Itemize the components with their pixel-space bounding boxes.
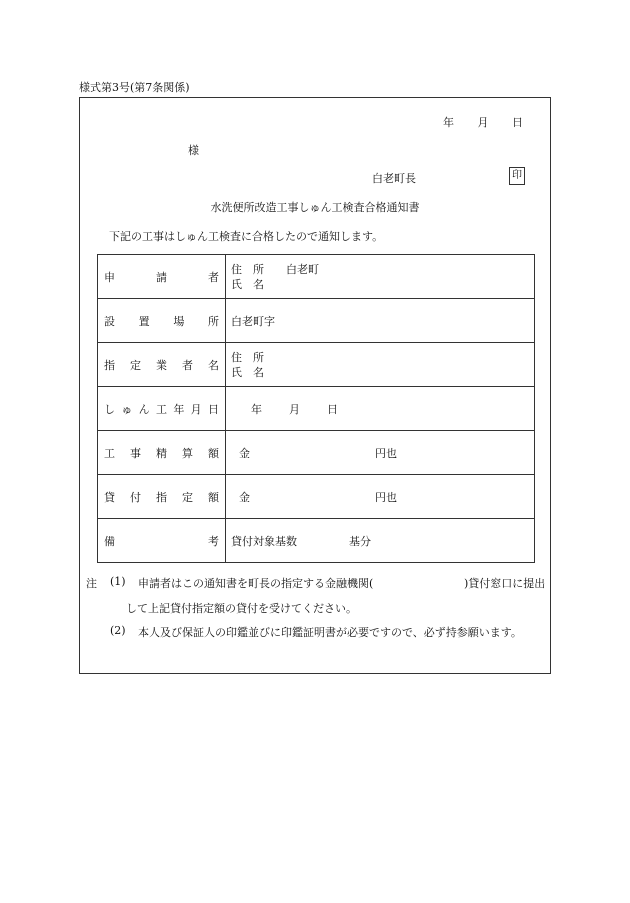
remarks-label-cell — [98, 519, 226, 563]
details-table — [97, 254, 535, 563]
loan-amount-suffix: 円也 — [375, 490, 397, 504]
table-row — [98, 387, 535, 431]
location-label: 設 置 場 所 — [104, 314, 219, 328]
loan-amount-label: 貸 付 指 定 額 — [104, 490, 219, 504]
remarks-value-cell — [226, 519, 535, 563]
contractor-address-label: 住 所 — [231, 350, 264, 364]
location-value-cell — [226, 299, 535, 343]
contractor-name-label: 氏 名 — [231, 365, 264, 379]
applicant-address-label: 住 所 — [231, 262, 264, 276]
construction-cost-label: 工 事 精 算 額 — [104, 446, 219, 460]
construction-cost-suffix: 円也 — [375, 446, 397, 460]
note-2-number: (2) — [110, 624, 126, 637]
seal-stamp-box: 印 — [509, 167, 525, 185]
note-1-number: (1) — [110, 575, 126, 588]
document-title: 水洗便所改造工事しゅん工検査合格通知書 — [210, 201, 420, 214]
form-number: 様式第3号(第7条関係) — [79, 81, 190, 94]
note-1-text-a: 申請者はこの通知書を町長の指定する金融機関( — [138, 577, 374, 590]
completion-year-label: 年 — [251, 402, 262, 416]
remarks-label: 備 考 — [104, 534, 219, 548]
notice-form — [79, 97, 551, 674]
intro-text: 下記の工事はしゅん工検査に合格したので通知します。 — [109, 230, 384, 243]
addressee-honorific: 様 — [188, 144, 199, 157]
day-label: 日 — [512, 116, 523, 129]
construction-cost-label-cell — [98, 431, 226, 475]
loan-amount-prefix: 金 — [239, 490, 250, 504]
table-row — [98, 519, 535, 563]
note-2-text: 本人及び保証人の印鑑並びに印鑑証明書が必要ですので、必ず持参願います。 — [138, 626, 522, 639]
completion-date-label: し ゅ ん 工 年 月 日 — [104, 402, 219, 416]
note-1-text-continued: して上記貸付指定額の貸付を受けてください。 — [126, 602, 357, 615]
construction-cost-prefix: 金 — [239, 446, 250, 460]
issuer-title: 白老町長 — [372, 172, 416, 185]
applicant-label: 申 請 者 — [104, 270, 219, 284]
applicant-value-cell — [226, 255, 535, 299]
applicant-label-cell — [98, 255, 226, 299]
year-label: 年 — [443, 116, 454, 129]
construction-cost-value-cell — [226, 431, 535, 475]
contractor-label: 指 定 業 者 名 — [104, 358, 219, 372]
applicant-name-label: 氏 名 — [231, 277, 264, 291]
remarks-unit: 基分 — [349, 534, 371, 548]
completion-date-value-cell — [226, 387, 535, 431]
table-row — [98, 343, 535, 387]
location-label-cell — [98, 299, 226, 343]
issue-date — [443, 114, 523, 130]
loan-amount-label-cell — [98, 475, 226, 519]
table-row — [98, 475, 535, 519]
contractor-label-cell — [98, 343, 226, 387]
completion-day-label: 日 — [327, 402, 338, 416]
applicant-address-value: 白老町 — [286, 262, 319, 276]
location-value: 白老町字 — [231, 314, 275, 328]
table-row — [98, 299, 535, 343]
note-1-text-b: )貸付窓口に提出 — [464, 577, 546, 590]
month-label: 月 — [477, 116, 489, 129]
loan-amount-value-cell — [226, 475, 535, 519]
table-row — [98, 431, 535, 475]
remarks-count-label: 貸付対象基数 — [231, 534, 297, 548]
completion-month-label: 月 — [289, 402, 300, 416]
contractor-value-cell — [226, 343, 535, 387]
completion-date-label-cell — [98, 387, 226, 431]
table-row — [98, 255, 535, 299]
notes-marker: 注 — [86, 577, 97, 590]
